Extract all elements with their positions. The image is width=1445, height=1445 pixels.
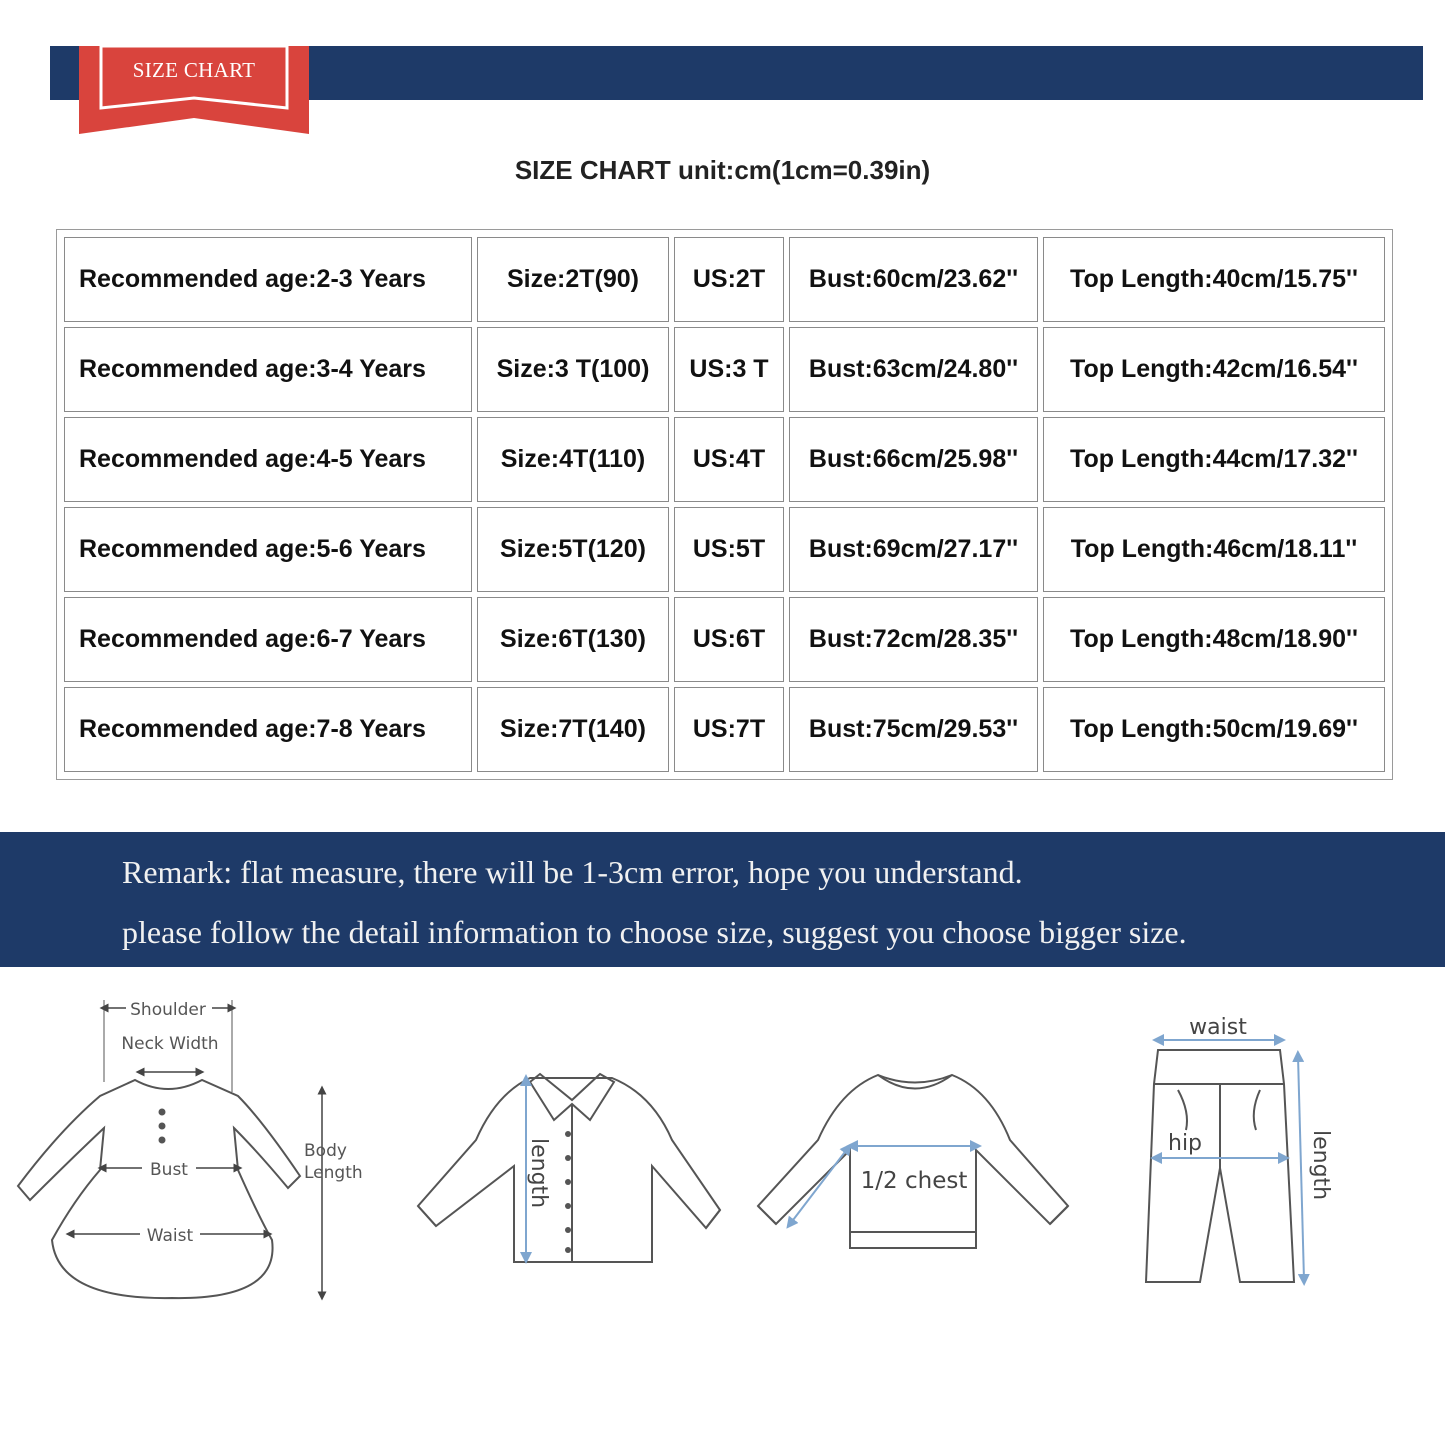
size-cell: Size:2T(90) — [477, 237, 669, 322]
measurement-diagrams — [0, 985, 1445, 1315]
age-cell: Recommended age:3-4 Years — [64, 327, 472, 412]
chest-label: 1/2 chest — [860, 1168, 968, 1194]
table-row — [64, 327, 1385, 412]
shirt-length-label: length — [526, 1138, 551, 1209]
shirt-buttons — [565, 1131, 571, 1253]
sweater-diagram — [758, 1075, 1068, 1248]
age-cell: Recommended age:5-6 Years — [64, 507, 472, 592]
size-cell: Size:5T(120) — [477, 507, 669, 592]
bust-cell: Bust:69cm/27.17'' — [789, 507, 1038, 592]
top-length-cell: Top Length:40cm/15.75'' — [1043, 237, 1385, 322]
us-size-cell: US:4T — [674, 417, 784, 502]
table-row — [64, 597, 1385, 682]
bust-cell: Bust:66cm/25.98'' — [789, 417, 1038, 502]
dress-length-label: Length — [304, 1163, 363, 1183]
age-cell: Recommended age:6-7 Years — [64, 597, 472, 682]
top-length-cell: Top Length:44cm/17.32'' — [1043, 417, 1385, 502]
dress-shoulder-label: Shoulder — [130, 1000, 206, 1020]
bust-cell: Bust:60cm/23.62'' — [789, 237, 1038, 322]
pants-waist-label: waist — [1189, 1015, 1247, 1040]
pants-length-arrow — [1298, 1056, 1304, 1280]
size-cell: Size:4T(110) — [477, 417, 669, 502]
age-cell: Recommended age:2-3 Years — [64, 237, 472, 322]
us-size-cell: US:3 T — [674, 327, 784, 412]
remark-line-2: please follow the detail information to choose size, suggest you choose bigger size. — [122, 914, 1187, 950]
pants-diagram — [1146, 1050, 1294, 1282]
us-size-cell: US:2T — [674, 237, 784, 322]
top-length-cell: Top Length:48cm/18.90'' — [1043, 597, 1385, 682]
top-length-cell: Top Length:50cm/19.69'' — [1043, 687, 1385, 772]
us-size-cell: US:6T — [674, 597, 784, 682]
table-row — [64, 417, 1385, 502]
dress-neck-label: Neck Width — [121, 1034, 219, 1054]
bust-cell: Bust:72cm/28.35'' — [789, 597, 1038, 682]
remark-line-1: Remark: flat measure, there will be 1-3cm error, hope you understand. — [122, 854, 1023, 890]
dress-bust-label: Bust — [150, 1160, 188, 1180]
top-length-cell: Top Length:46cm/18.11'' — [1043, 507, 1385, 592]
table-row — [64, 237, 1385, 322]
table-row — [64, 507, 1385, 592]
size-cell: Size:3 T(100) — [477, 327, 669, 412]
size-table — [56, 229, 1393, 780]
dress-waist-label: Waist — [146, 1226, 194, 1246]
sleeve-arrow — [790, 1148, 848, 1224]
bust-cell: Bust:63cm/24.80'' — [789, 327, 1038, 412]
dress-body-label: Body — [304, 1141, 347, 1161]
age-cell: Recommended age:4-5 Years — [64, 417, 472, 502]
table-row — [64, 687, 1385, 772]
chart-title: SIZE CHART unit:cm(1cm=0.39in) — [514, 155, 931, 185]
shirt-diagram — [418, 1074, 720, 1262]
size-cell: Size:6T(130) — [477, 597, 669, 682]
ribbon-label: SIZE CHART — [132, 58, 256, 82]
us-size-cell: US:7T — [674, 687, 784, 772]
pants-hip-label: hip — [1168, 1131, 1203, 1156]
size-cell: Size:7T(140) — [477, 687, 669, 772]
top-length-cell: Top Length:42cm/16.54'' — [1043, 327, 1385, 412]
age-cell: Recommended age:7-8 Years — [64, 687, 472, 772]
pants-length-label: length — [1308, 1130, 1333, 1201]
bust-cell: Bust:75cm/29.53'' — [789, 687, 1038, 772]
us-size-cell: US:5T — [674, 507, 784, 592]
